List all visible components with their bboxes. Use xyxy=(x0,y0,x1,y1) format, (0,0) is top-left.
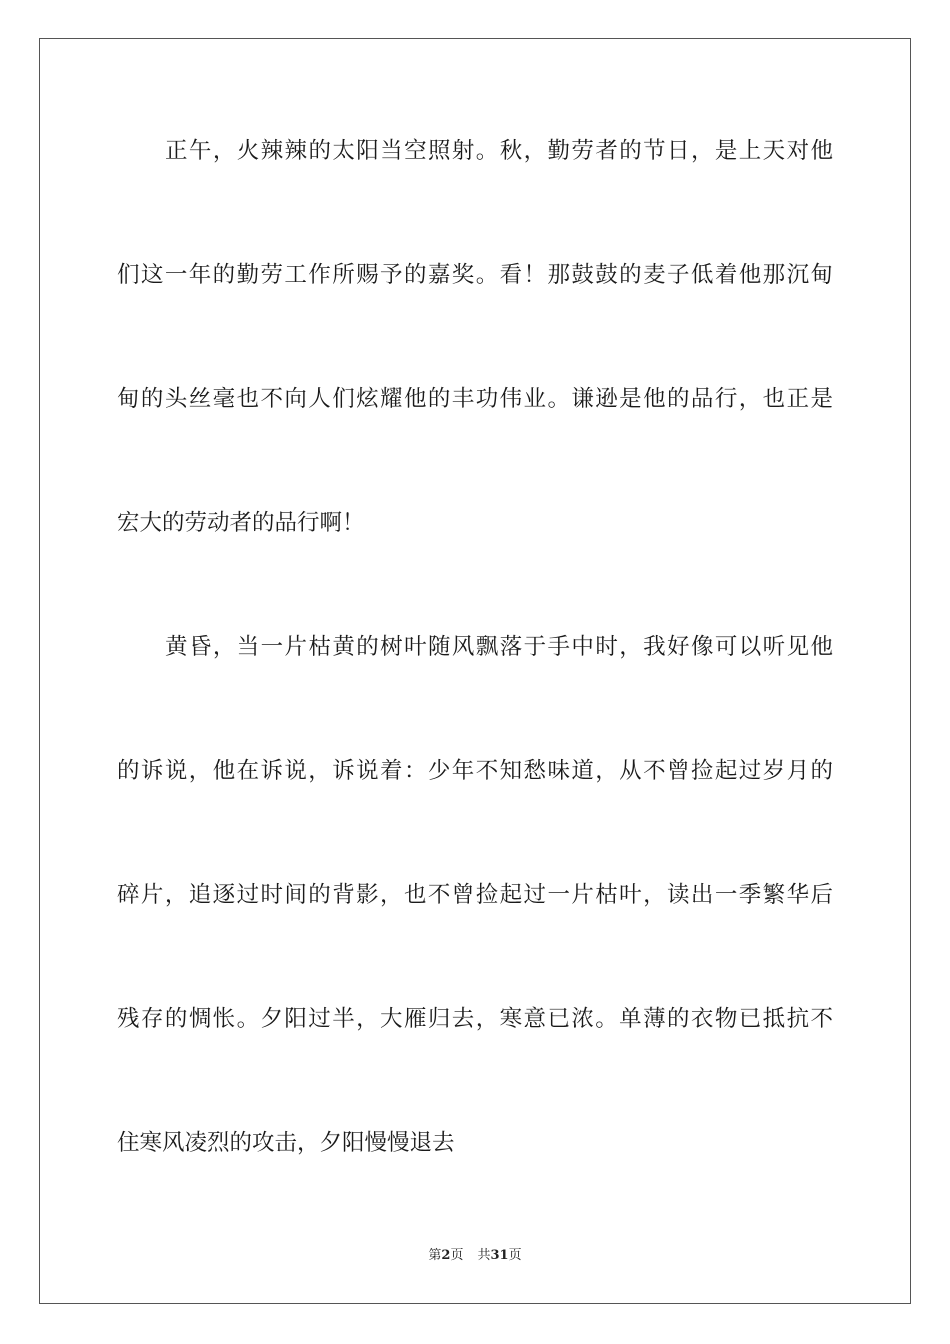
text-line: 碎片，追逐过时间的背影，也不曾捡起过一片枯叶，读出一季繁华后 xyxy=(117,882,833,908)
text-line: 黄昏，当一片枯黄的树叶随风飘落于手中时，我好像可以听见他 xyxy=(165,634,833,660)
text-line: 们这一年的勤劳工作所赐予的嘉奖。看！那鼓鼓的麦子低着他那沉甸 xyxy=(117,262,833,288)
text-line: 甸的头丝毫也不向人们炫耀他的丰功伟业。谦逊是他的品行，也正是 xyxy=(117,386,833,412)
text-line: 住寒风凌烈的攻击，夕阳慢慢退去 xyxy=(117,1130,455,1156)
text-line: 正午，火辣辣的太阳当空照射。秋，勤劳者的节日，是上天对他 xyxy=(165,138,833,164)
page-number: 2 xyxy=(441,1248,451,1263)
page-total: 31 xyxy=(490,1248,509,1263)
page-suffix: 页 xyxy=(450,1248,464,1263)
text-line: 残存的惆怅。夕阳过半，大雁归去，寒意已浓。单薄的衣物已抵抗不 xyxy=(117,1006,833,1032)
page-footer xyxy=(0,1246,950,1266)
text-line: 的诉说，他在诉说，诉说着：少年不知愁味道，从不曾捡起过岁月的 xyxy=(117,758,833,784)
total-suffix: 页 xyxy=(508,1248,522,1263)
text-line: 宏大的劳动者的品行啊！ xyxy=(117,510,365,536)
page-prefix: 第 xyxy=(428,1248,442,1263)
total-prefix: 共 xyxy=(477,1248,491,1263)
page-border xyxy=(39,38,911,1304)
